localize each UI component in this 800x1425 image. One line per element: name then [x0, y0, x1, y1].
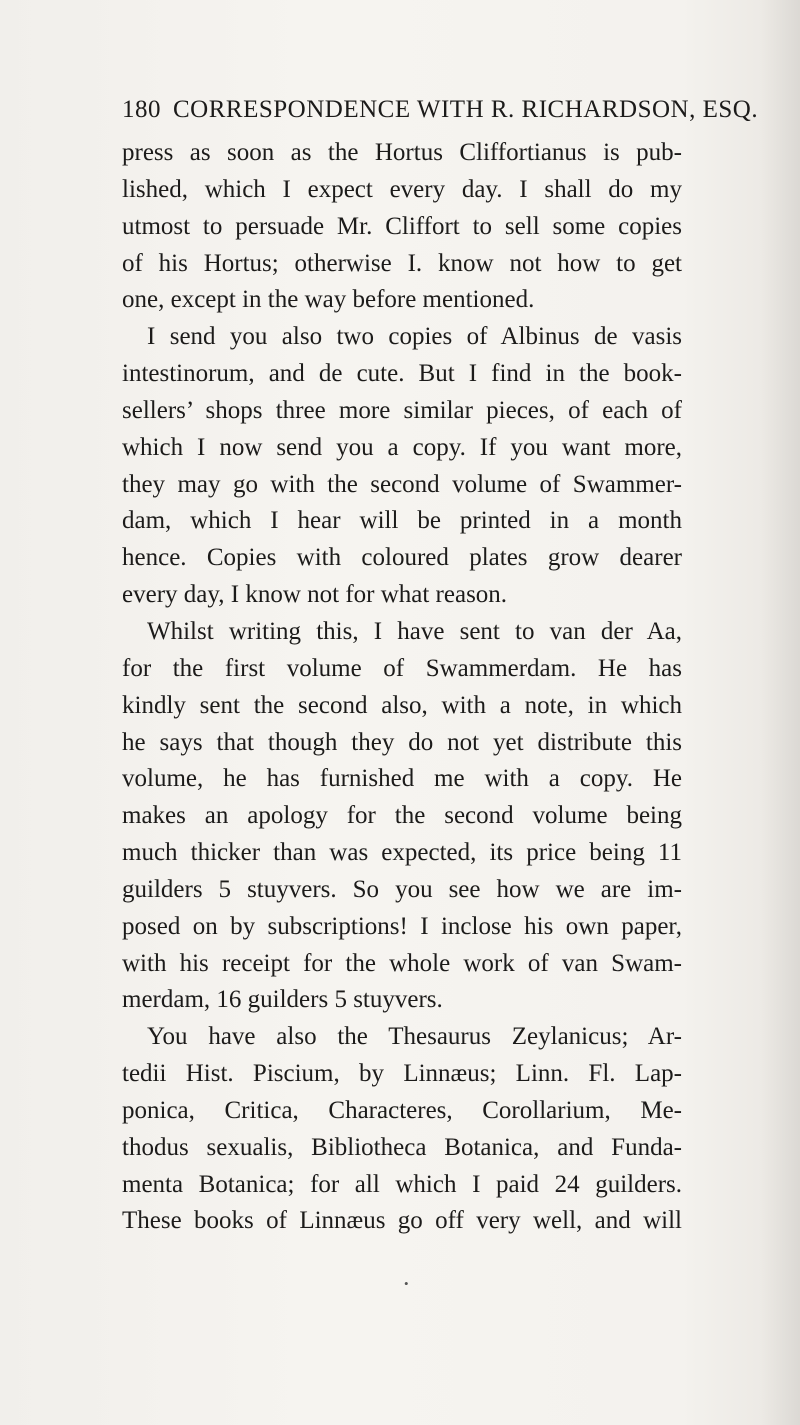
text-line: one, except in the way before mentioned.	[122, 286, 535, 314]
text-line: of his Hortus; otherwise I. know not how to get	[122, 249, 682, 277]
text-line: utmost to persuade Mr. Cliffort to sell some copies	[122, 212, 682, 240]
page-edge-shadow	[760, 0, 800, 1425]
text-line: You have also the Thesaurus Zeylanicus; Ar-	[147, 1023, 682, 1051]
page-header	[122, 96, 759, 124]
text-line: posed on by subscriptions! I inclose his own paper,	[122, 912, 682, 940]
text-line: press as soon as the Hortus Cliffortianus is pub-	[122, 139, 682, 166]
body-text	[122, 135, 682, 1240]
text-line: he says that though they do not yet distribute this	[122, 728, 682, 756]
text-line: kindly sent the second also, with a note, in which	[122, 691, 682, 719]
running-title: CORRESPONDENCE WITH R. RICHARDSON, ESQ.	[173, 96, 759, 123]
text-line: volume, he has furnished me with a copy. He	[122, 765, 682, 793]
text-line: they may go with the second volume of Swammer-	[122, 470, 682, 498]
text-line: These books of Linnæus go off very well, and will	[122, 1207, 682, 1235]
text-line: thodus sexualis, Bibliotheca Botanica, and Funda-	[122, 1133, 682, 1161]
text-line: ponica, Critica, Characteres, Corollarium, Me-	[122, 1096, 682, 1124]
text-line: I send you also two copies of Albinus de vasis	[147, 323, 682, 351]
text-line: menta Botanica; for all which I paid 24 guilders.	[122, 1170, 682, 1198]
text-line: with his receipt for the whole work of van Swam-	[122, 949, 682, 977]
text-line: hence. Copies with coloured plates grow dearer	[122, 544, 682, 572]
page-number: 180	[122, 96, 161, 123]
text-line: sellers’ shops three more similar pieces, of each of	[122, 396, 682, 424]
text-line: makes an apology for the second volume being	[122, 802, 682, 830]
text-line: every day, I know not for what reason.	[122, 581, 508, 609]
text-line: guilders 5 stuyvers. So you see how we are im-	[122, 875, 682, 903]
text-line: for the first volume of Swammerdam. He has	[122, 654, 682, 682]
text-line: tedii Hist. Piscium, by Linnæus; Linn. Fl. Lap-	[122, 1060, 682, 1088]
text-line: lished, which I expect every day. I shall do my	[122, 175, 682, 203]
text-line: much thicker than was expected, its price being 11	[122, 839, 682, 867]
text-line: Whilst writing this, I have sent to van der Aa,	[147, 617, 682, 645]
text-line: dam, which I hear will be printed in a month	[122, 507, 682, 535]
signature-mark: •	[404, 1276, 409, 1291]
text-line: which I now send you a copy. If you want more,	[122, 433, 682, 461]
text-line: intestinorum, and de cute. But I find in the book-	[122, 360, 682, 388]
text-line: merdam, 16 guilders 5 stuyvers.	[122, 986, 443, 1014]
